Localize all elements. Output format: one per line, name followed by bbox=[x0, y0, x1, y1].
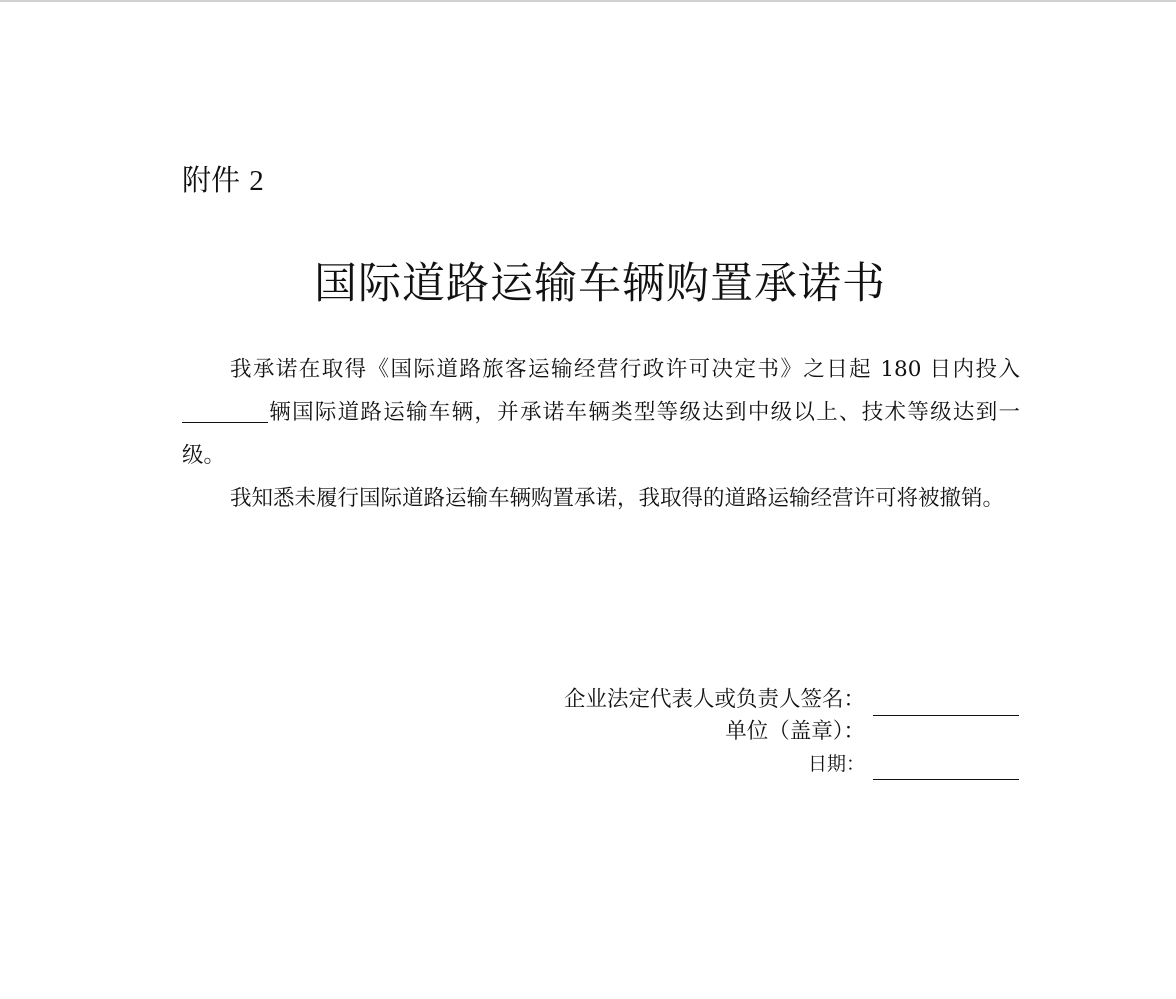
representative-signature-line[interactable] bbox=[873, 687, 1019, 716]
attachment-number: 2 bbox=[249, 165, 264, 197]
commitment-text-start: 我承诺在取得《国际道路旅客运输经营行政许可决定书》之日起 bbox=[230, 357, 873, 382]
attachment-heading bbox=[182, 160, 264, 201]
commitment-paragraph bbox=[182, 348, 1020, 477]
date-row bbox=[564, 748, 1019, 780]
attachment-label: 附件 bbox=[182, 163, 241, 197]
acknowledgement-paragraph: 我知悉未履行国际道路运输车辆购置承诺，我取得的道路运输经营许可将被撤销。 bbox=[230, 486, 1005, 511]
vehicle-count-blank[interactable] bbox=[182, 396, 268, 423]
date-label: 日期： bbox=[807, 753, 865, 775]
commitment-text-end: 辆国际道路运输车辆，并承诺车辆类型等级达到中级以上、技术等级达到一级。 bbox=[182, 400, 1020, 468]
days-count: 180 bbox=[880, 357, 922, 382]
commitment-text-days: 日内投入 bbox=[929, 357, 1020, 382]
page-top-border bbox=[0, 0, 1176, 2]
document-title: 国际道路运输车辆购置承诺书 bbox=[314, 259, 886, 309]
signature-block bbox=[564, 684, 1019, 780]
unit-seal-row bbox=[564, 716, 1019, 748]
unit-seal-label: 单位（盖章）： bbox=[725, 719, 865, 744]
representative-signature-label: 企业法定代表人或负责人签名： bbox=[563, 687, 865, 712]
date-line[interactable] bbox=[873, 751, 1019, 780]
representative-signature-row bbox=[564, 684, 1019, 716]
